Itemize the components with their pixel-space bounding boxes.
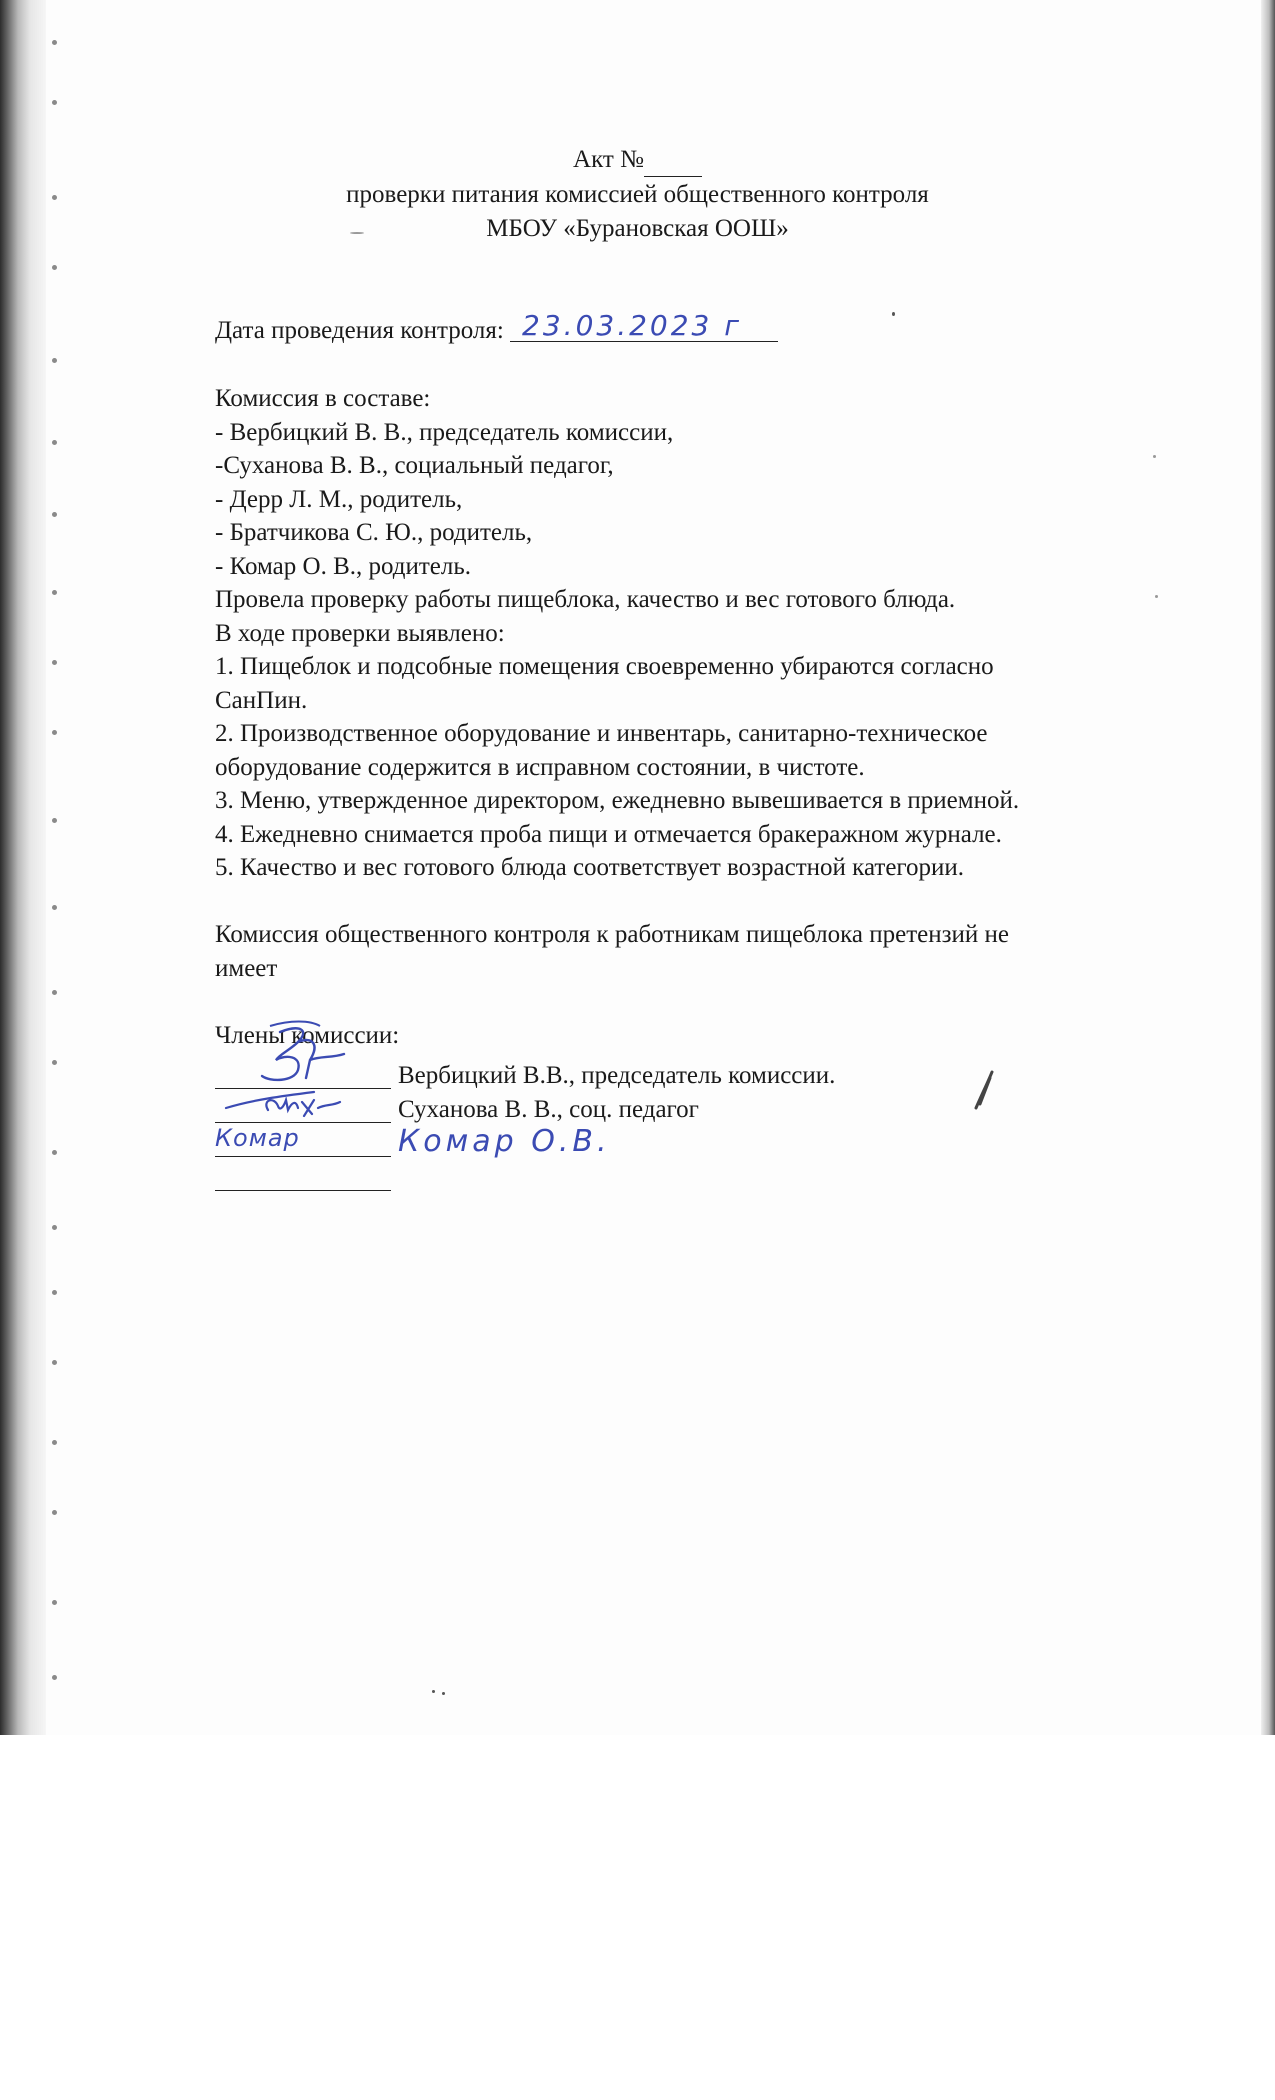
- commission-member: - Вербицкий В. В., председатель комиссии,: [215, 418, 674, 446]
- signature-name-2: Суханова В. В., соц. педагог: [398, 1096, 699, 1123]
- punch-mark: [52, 1290, 57, 1295]
- punch-mark: [52, 1600, 57, 1605]
- pen-mark: [968, 1068, 1002, 1116]
- scan-speck: [432, 1690, 435, 1693]
- punch-mark: [52, 905, 57, 910]
- commission-member: -Суханова В. В., социальный педагог,: [215, 452, 614, 479]
- conclusion-line: Комиссия общественного контроля к работникам пищеблока претензий не: [215, 921, 1009, 948]
- finding-line: оборудование содержится в исправном состоянии, в чистоте.: [215, 753, 865, 781]
- punch-mark: [52, 100, 57, 105]
- signature-line-4: [215, 1190, 391, 1191]
- date-value: 23.03.2023 г: [522, 309, 742, 342]
- act-title: [0, 143, 1275, 177]
- punch-mark: [52, 358, 57, 363]
- conclusion-line: имеет: [215, 954, 278, 982]
- punch-mark: [52, 40, 57, 45]
- signature-line-3: [215, 1156, 391, 1157]
- commission-member: - Дерр Л. М., родитель,: [215, 485, 463, 513]
- finding-line: 3. Меню, утвержденное директором, ежедневно вывешивается в приемной.: [215, 787, 1020, 814]
- scan-right-edge: [1261, 0, 1275, 1735]
- act-subtitle: проверки питания комиссией общественного контроля: [346, 181, 929, 208]
- punch-mark: [52, 1150, 57, 1155]
- school-name: МБОУ «Бурановская ООШ»: [486, 215, 789, 242]
- punch-mark: [52, 265, 57, 270]
- punch-mark: [52, 818, 57, 823]
- punch-mark: [52, 440, 57, 445]
- date-field: [510, 309, 778, 342]
- punch-mark: [52, 1440, 57, 1445]
- date-label: Дата проведения контроля:: [215, 317, 504, 344]
- punch-mark: [52, 1225, 57, 1230]
- punch-mark: [52, 512, 57, 517]
- signature-sukhanova: [222, 1078, 352, 1126]
- finding-line: СанПин.: [215, 686, 308, 714]
- finding-line: 1. Пищеблок и подсобные помещения своевременно убираются согласно: [215, 653, 994, 680]
- scan-speck: [892, 312, 895, 316]
- act-label: Акт №: [573, 146, 644, 173]
- punch-mark: [52, 660, 57, 665]
- signature-name-komar: Комар О.В.: [398, 1124, 611, 1159]
- signatures-heading: Члены комиссии:: [215, 1021, 400, 1049]
- commission-member: - Братчикова С. Ю., родитель,: [215, 519, 533, 546]
- punch-mark: [52, 590, 57, 595]
- document-body: [215, 382, 1175, 1052]
- punch-mark: [52, 1360, 57, 1365]
- signature-mark-3: [215, 1124, 391, 1153]
- punch-mark: [52, 1675, 57, 1680]
- signature-name-1: Вербицкий В.В., председатель комиссии.: [398, 1062, 836, 1089]
- signature-komar-handwritten: Комар: [215, 1124, 300, 1152]
- commission-member: - Комар О. В., родитель.: [215, 552, 472, 580]
- finding-line: 5. Качество и вес готового блюда соответствует возрастной категории.: [215, 854, 965, 881]
- punch-mark: [52, 990, 57, 995]
- checked-statement: Провела проверку работы пищеблока, качество и вес готового блюда.: [215, 586, 956, 613]
- scan-left-edge: [0, 0, 46, 1735]
- finding-line: 2. Производственное оборудование и инвентарь, санитарно-техническое: [215, 720, 988, 747]
- findings-heading: В ходе проверки выявлено:: [215, 619, 505, 647]
- scan-speck: [442, 1692, 445, 1695]
- act-number-blank: [644, 143, 702, 177]
- punch-mark: [52, 1510, 57, 1515]
- commission-heading: Комиссия в составе:: [215, 385, 431, 412]
- finding-line: 4. Ежедневно снимается проба пищи и отмечается бракеражном журнале.: [215, 820, 1002, 848]
- date-row: [215, 309, 778, 345]
- punch-mark: [52, 1060, 57, 1065]
- punch-mark: [52, 730, 57, 735]
- signature-name-3: [398, 1124, 611, 1159]
